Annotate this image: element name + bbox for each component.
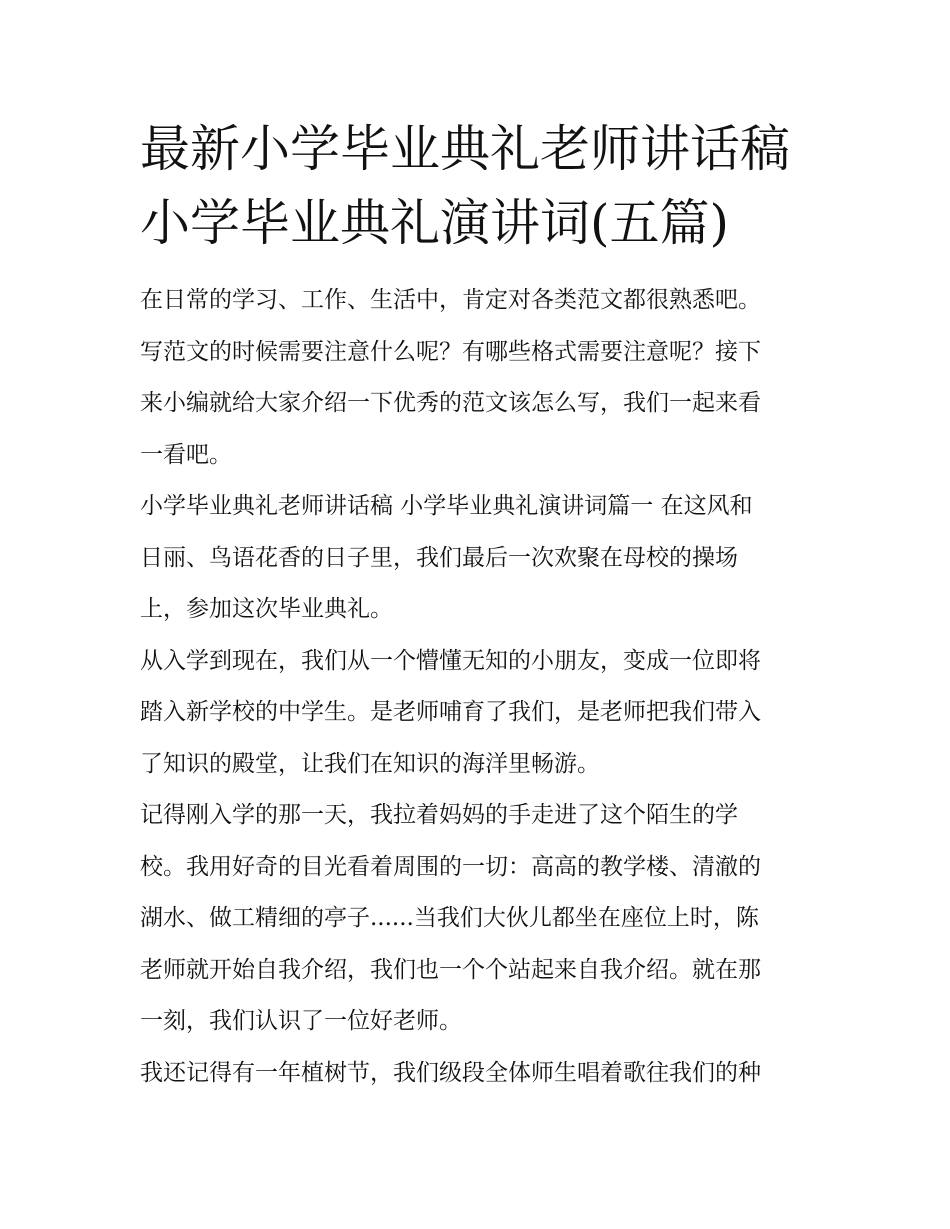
document-body	[140, 275, 820, 1099]
text-line: 写范文的时候需要注意什么呢？有哪些格式需要注意呢？接下	[140, 338, 761, 365]
document-title	[140, 112, 830, 260]
text-line: 从入学到现在，我们从一个懵懂无知的小朋友，变成一位即将	[140, 647, 761, 674]
text-line: 一看吧。	[140, 441, 232, 468]
paragraph-growth	[140, 636, 820, 791]
paragraph-intro	[140, 275, 820, 481]
paragraph-arbor-day	[140, 1048, 820, 1100]
text-line: 来小编就给大家介绍一下优秀的范文该怎么写，我们一起来看	[140, 390, 761, 416]
paragraph-first-day	[140, 790, 820, 1048]
text-line: 校。我用好奇的目光看着周围的一切：高高的教学楼、清澈的	[140, 853, 761, 880]
text-line: 在日常的学习、工作、生活中，肯定对各类范文都很熟悉吧。	[140, 287, 761, 313]
text-line: 小学毕业典礼老师讲话稿 小学毕业典礼演讲词篇一 在这风和	[140, 493, 753, 519]
title-line-1: 最新小学毕业典礼老师讲话稿	[140, 120, 790, 178]
text-line: 老师就开始自我介绍，我们也一个个站起来自我介绍。就在那	[140, 956, 761, 983]
text-line: 踏入新学校的中学生。是老师哺育了我们，是老师把我们带入	[140, 699, 761, 725]
text-line: 一刻，我们认识了一位好老师。	[140, 1008, 462, 1034]
paragraph-section-one-opening	[140, 481, 820, 636]
text-line: 湖水、做工精细的亭子......当我们大伙儿都坐在座位上时，陈	[140, 905, 759, 931]
title-line-2: 小学毕业典礼演讲词(五篇)	[140, 194, 730, 252]
text-line: 上，参加这次毕业典礼。	[140, 596, 393, 622]
text-line: 记得刚入学的那一天，我拉着妈妈的手走进了这个陌生的学	[140, 802, 738, 828]
text-line: 我还记得有一年植树节，我们级段全体师生唱着歌往我们的种	[140, 1059, 761, 1086]
text-line: 日丽、鸟语花香的日子里，我们最后一次欢聚在母校的操场	[140, 544, 738, 571]
text-line: 了知识的殿堂，让我们在知识的海洋里畅游。	[140, 750, 600, 777]
